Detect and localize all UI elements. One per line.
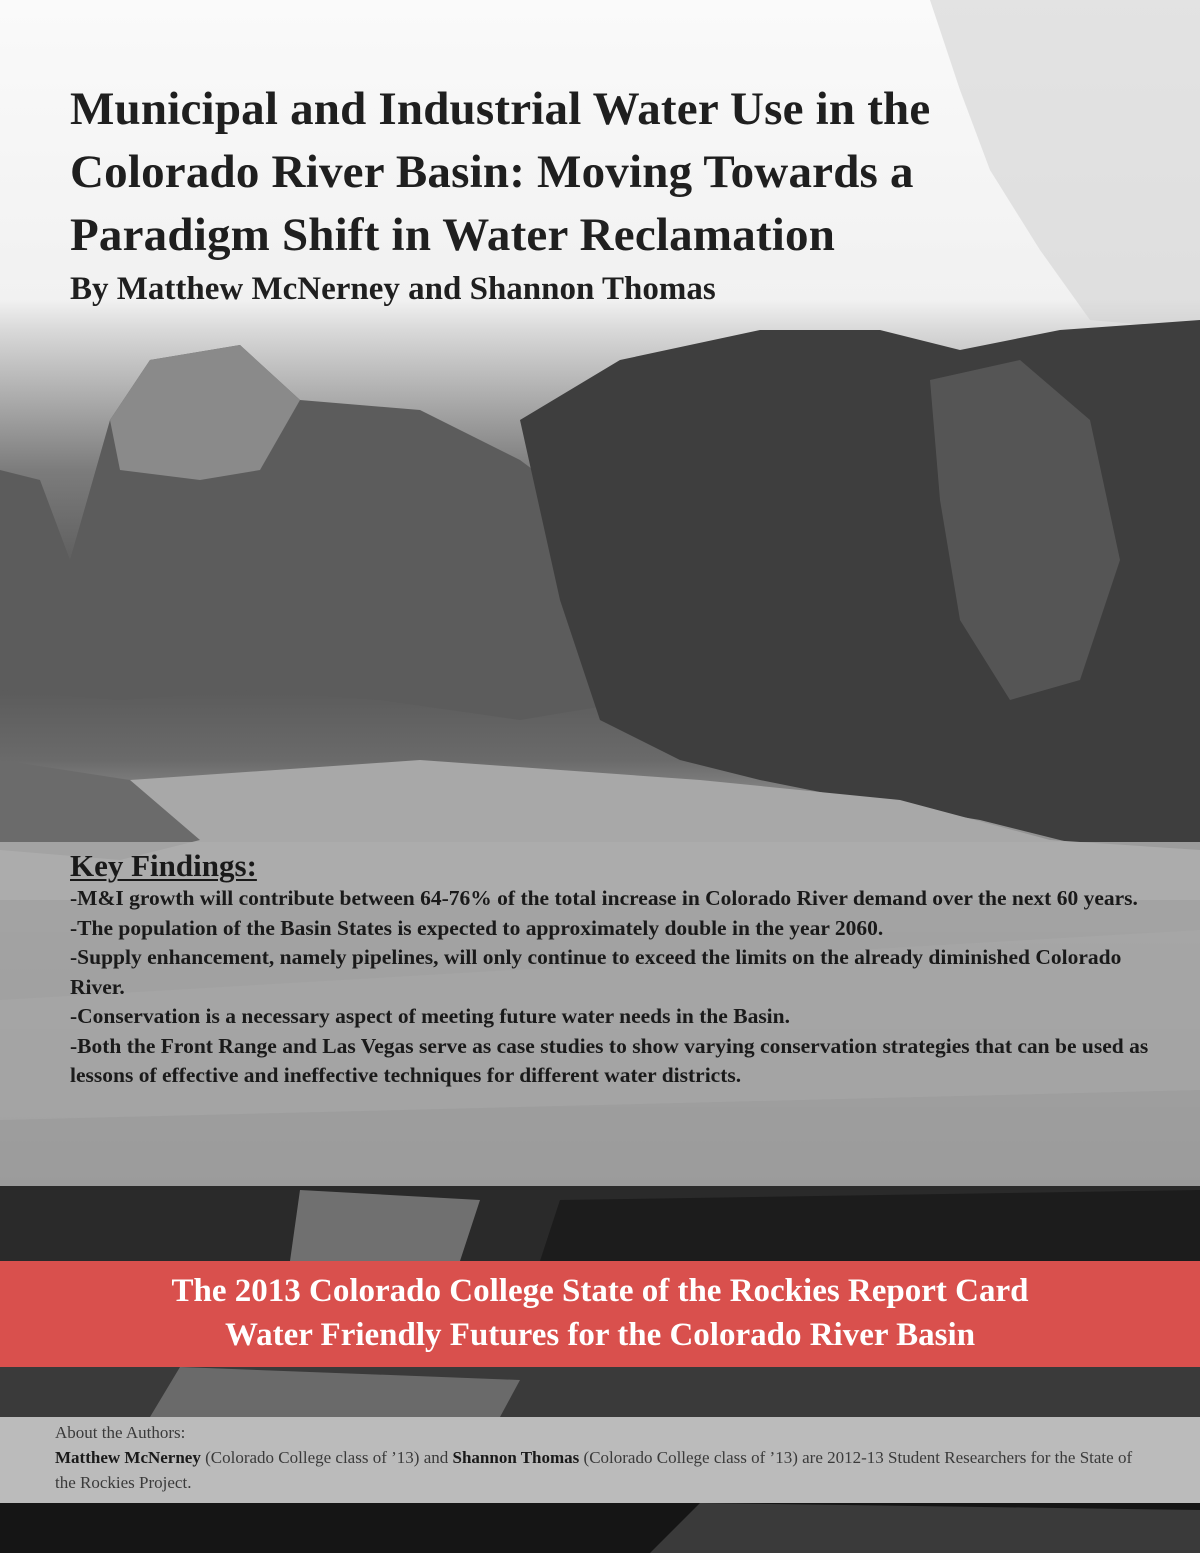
author-2-name: Shannon Thomas	[452, 1448, 580, 1467]
author-1-name: Matthew McNerney	[55, 1448, 201, 1467]
about-text	[55, 1445, 1155, 1495]
about-heading: About the Authors:	[55, 1423, 186, 1442]
banner-line-2: Water Friendly Futures for the Colorado River Basin	[224, 1317, 976, 1353]
key-findings-heading: Key Findings:	[70, 848, 257, 883]
finding-item: -Supply enhancement, namely pipelines, will only continue to exceed the limits on the already diminished Colorado River.	[70, 945, 1122, 999]
report-card-banner	[0, 1261, 1200, 1367]
title-block	[70, 78, 1170, 311]
authors-byline: By Matthew McNerney and Shannon Thomas	[70, 271, 716, 307]
finding-item: -Both the Front Range and Las Vegas serve as case studies to show varying conservation strategies that can be used as lessons of effective and ineffective techniques for different water districts.	[70, 1033, 1149, 1087]
title-line-2: Colorado River Basin: Moving Towards a	[70, 146, 914, 198]
title-line-3: Paradigm Shift in Water Reclamation	[70, 209, 836, 261]
author-1-note: (Colorado College class of ’13) and	[200, 1448, 453, 1467]
report-title	[70, 78, 1170, 267]
finding-item: -Conservation is a necessary aspect of meeting future water needs in the Basin.	[70, 1004, 790, 1028]
about-authors-panel	[0, 1417, 1200, 1503]
title-line-1: Municipal and Industrial Water Use in the	[70, 83, 931, 135]
finding-item: -The population of the Basin States is expected to approximately double in the year 2060.	[70, 915, 884, 940]
finding-item: -M&I growth will contribute between 64-76% of the total increase in Colorado River demand over the next 60 years.	[70, 886, 1138, 910]
key-findings-panel	[0, 842, 1200, 1186]
key-findings-list	[70, 884, 1150, 1091]
banner-line-1: The 2013 Colorado College State of the Rockies Report Card	[171, 1273, 1029, 1309]
author-2-note: (Colorado College class of ’13) are 2012-13 Student Researchers for the State of the Rockies Project.	[55, 1448, 1133, 1492]
